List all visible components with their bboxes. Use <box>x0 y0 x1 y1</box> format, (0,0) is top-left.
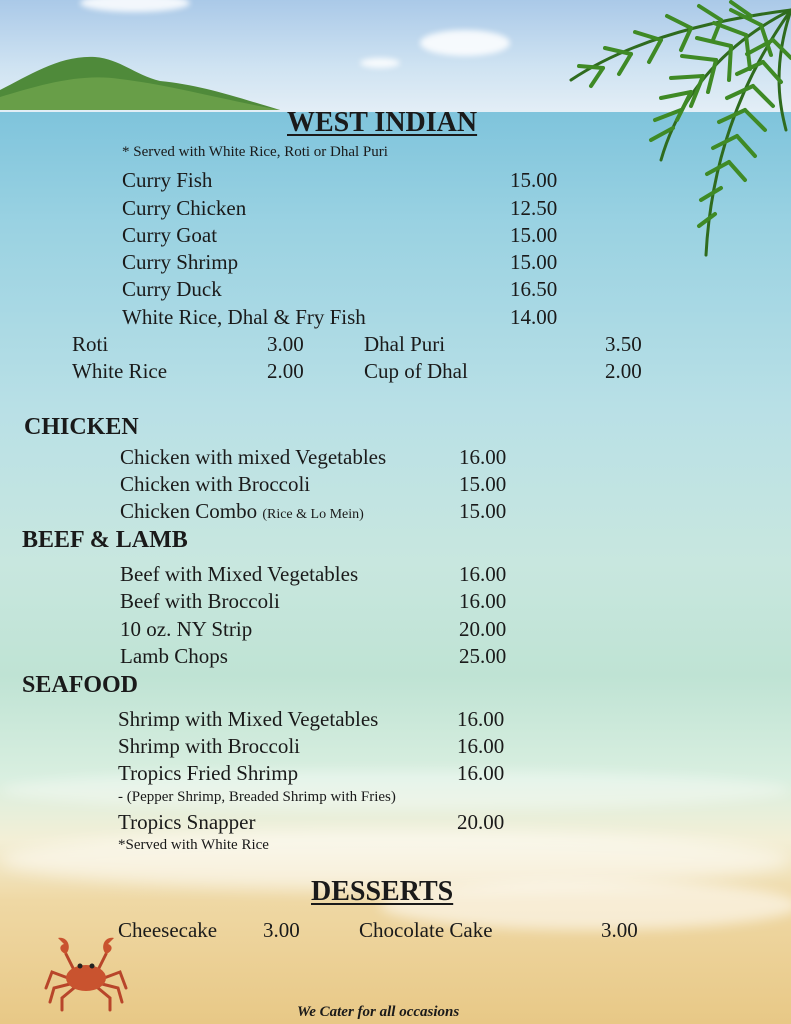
menu-item-price: 16.00 <box>459 445 507 469</box>
side-item-name: Dhal Puri <box>364 332 446 356</box>
menu-item-name: Shrimp with Broccoli <box>118 734 300 758</box>
menu-item-name: Beef with Mixed Vegetables <box>120 562 359 586</box>
menu-item-name: White Rice, Dhal & Fry Fish <box>122 305 366 329</box>
side-item-price: 3.50 <box>605 332 642 356</box>
crab-icon <box>44 932 130 1012</box>
menu-item-price: 16.00 <box>457 734 505 758</box>
cloud <box>360 58 400 68</box>
palm-leaf-icon <box>491 0 791 260</box>
menu-item-name: Tropics Snapper <box>118 810 256 834</box>
menu-item-name: Curry Goat <box>122 223 218 247</box>
menu-item-detail: (Rice & Lo Mein) <box>262 507 364 522</box>
west-indian-note: * Served with White Rice, Roti or Dhal Puri <box>122 144 388 160</box>
menu-item-price: 15.00 <box>510 168 558 192</box>
menu-item-label: Chicken Combo <box>120 499 258 523</box>
section-title-west-indian: WEST INDIAN <box>287 107 478 138</box>
menu-item-price: 14.00 <box>510 305 558 329</box>
menu-item-price: 15.00 <box>459 499 507 523</box>
menu-item-price: 15.00 <box>510 250 558 274</box>
section-title-chicken: CHICKEN <box>24 414 139 440</box>
menu-item-name: Cheesecake <box>118 918 218 942</box>
side-item-name: Cup of Dhal <box>364 359 468 383</box>
menu-item-price: 16.00 <box>457 761 505 785</box>
menu-item-price: 3.00 <box>263 918 300 942</box>
menu-item-name: Chicken with mixed Vegetables <box>120 445 387 469</box>
side-item-price: 3.00 <box>267 332 304 356</box>
snapper-note: *Served with White Rice <box>118 837 269 853</box>
menu-item-price: 25.00 <box>459 644 507 668</box>
menu-item-name: Beef with Broccoli <box>120 589 280 613</box>
fried-shrimp-note: - (Pepper Shrimp, Breaded Shrimp with Fries) <box>118 789 396 805</box>
menu-item-name: Curry Duck <box>122 277 222 301</box>
menu-item-price: 16.00 <box>459 562 507 586</box>
section-title-beef-lamb: BEEF & LAMB <box>22 527 188 553</box>
menu-item-price: 16.00 <box>457 707 505 731</box>
menu-item-name: Chicken with Broccoli <box>120 472 311 496</box>
menu-item-name: Curry Shrimp <box>122 250 239 274</box>
menu-item-name: Chocolate Cake <box>359 918 493 942</box>
section-title-desserts: DESSERTS <box>311 876 454 907</box>
menu-item-name: Lamb Chops <box>120 644 228 668</box>
menu-item-name <box>120 501 364 522</box>
menu-item-name: Curry Chicken <box>122 196 247 220</box>
menu-item-price: 20.00 <box>459 617 507 641</box>
menu-item-name: Tropics Fried Shrimp <box>118 761 299 785</box>
menu-item-price: 16.50 <box>510 277 558 301</box>
menu-item-price: 3.00 <box>601 918 638 942</box>
island-icon <box>0 55 280 110</box>
menu-item-price: 16.00 <box>459 589 507 613</box>
side-item-price: 2.00 <box>267 359 304 383</box>
menu-item-name: Curry Fish <box>122 168 213 192</box>
menu-item-price: 15.00 <box>459 472 507 496</box>
menu-item-price: 20.00 <box>457 810 505 834</box>
side-item-price: 2.00 <box>605 359 642 383</box>
menu-item-price: 12.50 <box>510 196 558 220</box>
side-item-name: White Rice <box>72 359 168 383</box>
menu-item-name: 10 oz. NY Strip <box>120 617 253 641</box>
menu-item-name: Shrimp with Mixed Vegetables <box>118 707 379 731</box>
side-item-name: Roti <box>72 332 109 356</box>
menu-item-price: 15.00 <box>510 223 558 247</box>
section-title-seafood: SEAFOOD <box>22 672 139 698</box>
footer-tagline: We Cater for all occasions <box>297 1004 460 1020</box>
